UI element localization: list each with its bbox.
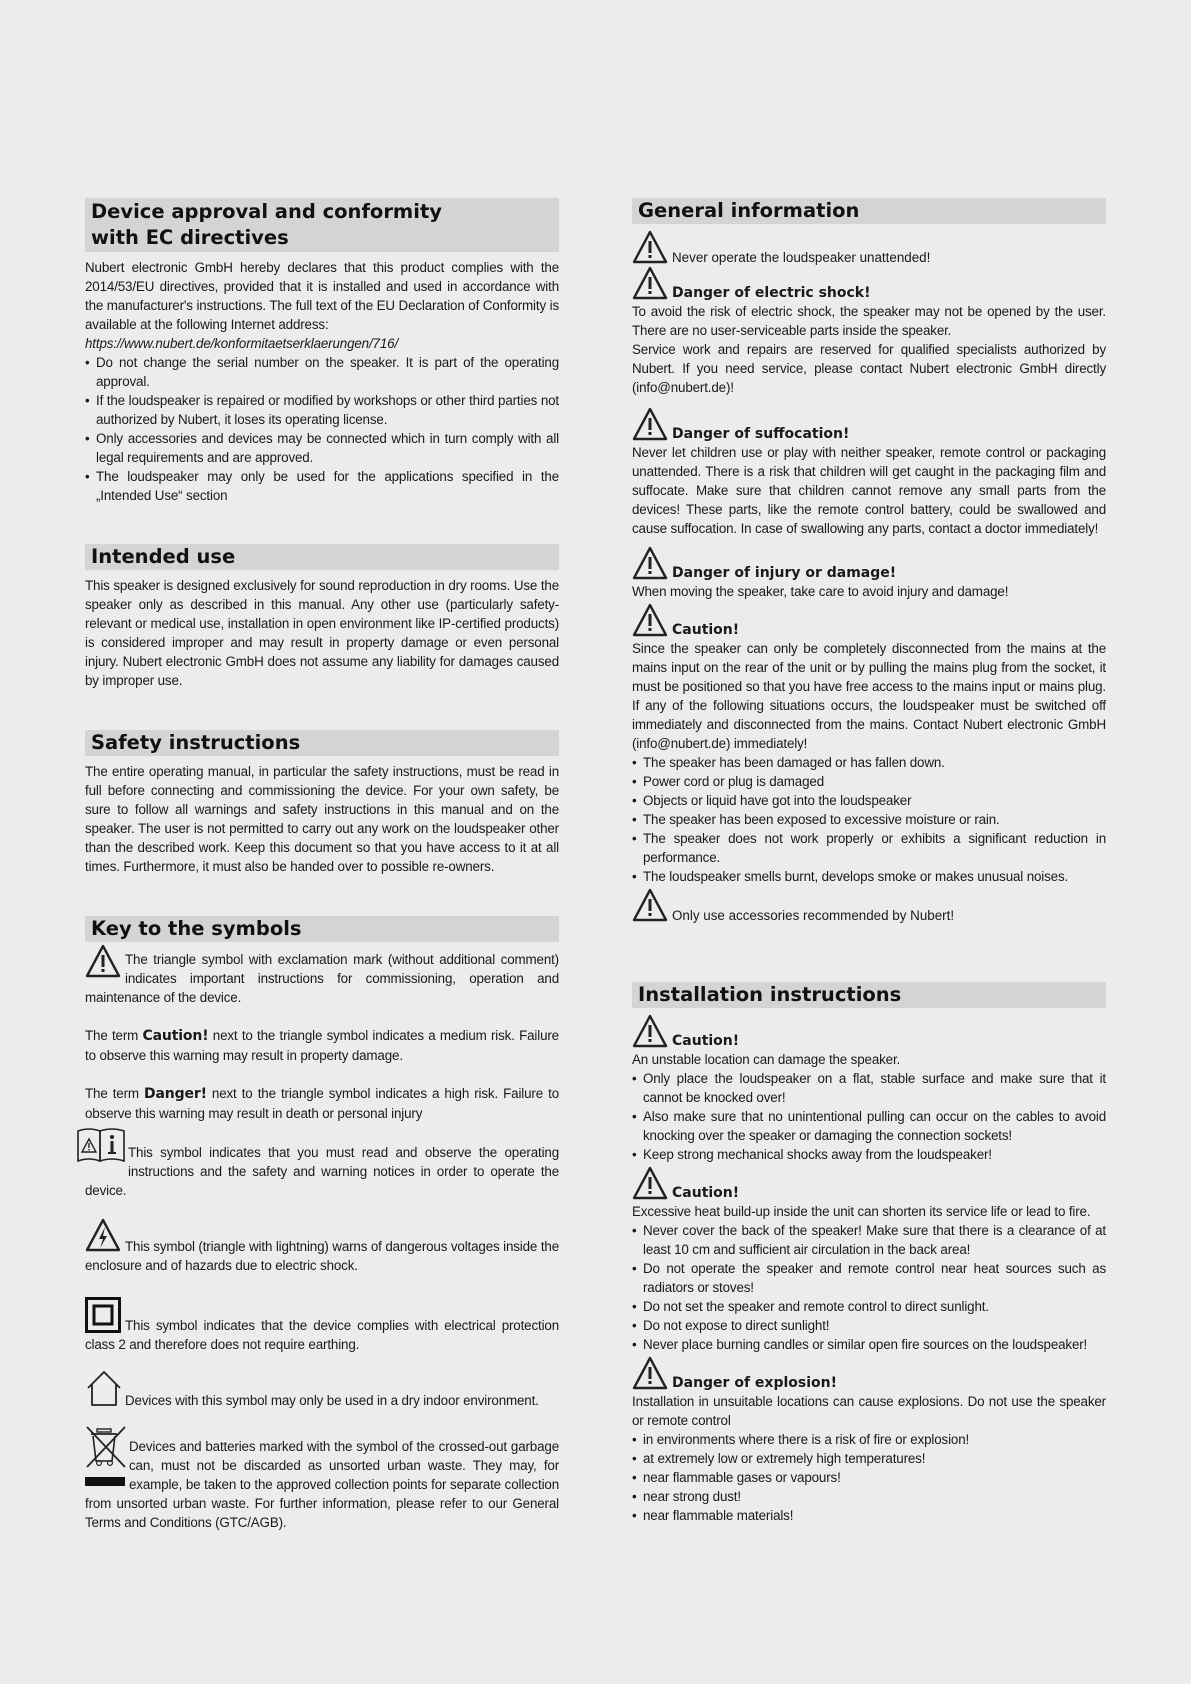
symbol-lightning-entry: This symbol (triangle with lightning) warns of dangerous voltages inside the enclosure and of hazards due to electric shock. bbox=[85, 1218, 559, 1275]
conformity-body: Nubert electronic GmbH hereby declares that this product complies with the 2014/53/EU directives, provided that it is installed and used in accordance with the manufacturer's instructions. The full text of the EU Declaration of Conformity is available at the following Internet address: bbox=[85, 260, 559, 332]
warning-triangle-icon bbox=[632, 888, 668, 922]
list-item: • Power cord or plug is damaged bbox=[632, 772, 1106, 791]
list-item: • If the loudspeaker is repaired or modified by workshops or other third parties not authorized by Nubert, it loses its operating license. bbox=[85, 391, 559, 429]
warning-triangle-icon bbox=[85, 944, 121, 978]
list-item: • Never cover the back of the speaker! Make sure that there is a clearance of at least 10 cm and sufficient air circulation in the back area! bbox=[632, 1221, 1106, 1259]
symbol-class2-entry: This symbol indicates that the device complies with electrical protection class 2 and therefore does not require earthing. bbox=[85, 1297, 559, 1354]
list-item: • Only accessories and devices may be connected which in turn comply with all legal requirements and are approved. bbox=[85, 429, 559, 467]
left-column bbox=[85, 198, 559, 1532]
house-icon bbox=[85, 1369, 123, 1407]
protection-class-2-icon bbox=[85, 1297, 121, 1333]
warning-triangle-icon bbox=[632, 603, 668, 637]
list-item: • Do not set the speaker and remote control to direct sunlight. bbox=[632, 1297, 1106, 1316]
list-item: • at extremely low or extremely high temperatures! bbox=[632, 1449, 1106, 1468]
section-title-conformity: Device approval and conformity with EC directives bbox=[85, 198, 559, 252]
heat-list bbox=[632, 1221, 1106, 1354]
section-title-symbols: Key to the symbols bbox=[85, 916, 559, 942]
list-item: • near flammable materials! bbox=[632, 1506, 1106, 1525]
list-item: • Do not expose to direct sunlight! bbox=[632, 1316, 1106, 1335]
section-title-intended-use: Intended use bbox=[85, 544, 559, 570]
warning-accessories: Only use accessories recommended by Nubert! bbox=[632, 888, 1106, 924]
warning-triangle-icon bbox=[632, 230, 668, 264]
list-item: • Do not operate the speaker and remote control near heat sources such as radiators or stoves! bbox=[632, 1259, 1106, 1297]
caution-term: The term Caution! next to the triangle symbol indicates a medium risk. Failure to observe this warning may result in property damage. bbox=[85, 1028, 559, 1063]
section-title-installation: Installation instructions bbox=[632, 982, 1106, 1008]
list-item: • The speaker has been damaged or has fallen down. bbox=[632, 753, 1106, 772]
explosion-list bbox=[632, 1430, 1106, 1525]
right-column: General information Never operate the loudspeaker unattended! Danger of electric shock! To avoid the risk of electric shock, the speaker may not be opened by the user. There are no user-serviceable parts inside the speaker. Service work and repairs are reserved for qualified specialists authorized by Nubert. If you need service, please contact Nubert electronic GmbH directly (info@nubert.de)! Danger of suffocation! Never let children use or play with neither speaker, remote control or packaging unattended. There is a risk that children will get caught in the packaging film and suffocate. Make sure that children cannot remove any small parts from the devices! These parts, like the remote control battery, could be swallowed and cause suffocation. In case of swallowing any parts, contact a doctor immediately! Danger of injury or damage! When moving the speaker, take care to avoid injury and damage! Caution! Since the speaker can only be completely disconnected from the mains at the mains input on the rear of the unit or by pulling the mains plug from the socket, it must be positioned so that you have free access to the mains input or mains plug. If any of the following situations occurs, the loudspeaker must be switched off immediately and disconnected from the mains. Contact Nubert electronic GmbH (info@nubert.de) immediately! • The speaker has been damaged or has fallen down. • Power cord or plug is damaged • Objects or liquid have got into the loudspeaker • The speaker has been exposed to excessive moisture or rain. • The speaker does not work properly or exhibits a significant reduction in performance. • The loudspeaker smells burnt, develops smoke or makes unusual noises. Only use accessories recommended by Nubert! Installation instructions Caution! An unstable location can damage the speaker. • Only place the loudspeaker on a flat, stable surface and make sure that it cannot be knocked over! • Also make sure that no unintentional pulling can occur on the cables to avoid knocking over the speaker or damaging the connection sockets! • Keep strong mechanical shocks away from the loudspeaker! Caution! Excessive heat build-up inside the unit can shorten its service life or lead to fire. • Never cover the back of the speaker! Make sure that there is a clearance of at least 10 cm and sufficient air circulation in the back area! • Do not operate the speaker and remote control near heat sources such as radiators or stoves! • Do not set the speaker and remote control to direct sunlight. • Do not expose to direct sunlight! • Never place burning candles or similar open fire sources on the loudspeaker! Danger of explosion! Installation in unsuitable locations can cause explosions. Do not use the speaker or remote control • in environments where there is a risk of fire or explosion! • at extremely low or extremely high temperatures! • near flammable gases or vapours! • near strong dust! • near flammable materials! bbox=[632, 198, 1106, 1525]
list-item: • Never place burning candles or similar open fire sources on the loudspeaker! bbox=[632, 1335, 1106, 1354]
list-item: • The speaker does not work properly or exhibits a significant reduction in performance. bbox=[632, 829, 1106, 867]
list-item: • near flammable gases or vapours! bbox=[632, 1468, 1106, 1487]
warning-caution-unstable: Caution! bbox=[632, 1014, 1106, 1050]
lightning-triangle-icon bbox=[85, 1218, 121, 1252]
warning-triangle-icon bbox=[632, 266, 668, 300]
list-item: • Also make sure that no unintentional pulling can occur on the cables to avoid knocking over the speaker or damaging the connection sockets! bbox=[632, 1107, 1106, 1145]
crossed-out-bin-icon bbox=[85, 1425, 127, 1487]
symbol-triangle-entry: The triangle symbol with exclamation mark (without additional comment) indicates important instructions for commissioning, operation and maintenance of the device. bbox=[85, 950, 559, 1007]
unstable-list bbox=[632, 1069, 1106, 1164]
list-item: • near strong dust! bbox=[632, 1487, 1106, 1506]
warning-triangle-icon bbox=[632, 546, 668, 580]
warning-injury: Danger of injury or damage! bbox=[632, 546, 1106, 582]
danger-term: The term Danger! next to the triangle symbol indicates a high risk. Failure to observe this warning may result in death or personal injury bbox=[85, 1086, 559, 1121]
read-manual-icon bbox=[76, 1125, 126, 1163]
list-item: • Only place the loudspeaker on a flat, stable surface and make sure that it cannot be knocked over! bbox=[632, 1069, 1106, 1107]
warning-triangle-icon bbox=[632, 1014, 668, 1048]
section-title-safety: Safety instructions bbox=[85, 730, 559, 756]
safety-body: The entire operating manual, in particular the safety instructions, must be read in full before connecting and commissioning the device. For your own safety, be sure to follow all warnings and safety instructions in this manual and on the speaker. The user is not permitted to carry out any work on the loudspeaker other than the described work. Keep this document so that you have access to it at all times. Furthermore, it must also be handed over to possible re-owners. bbox=[85, 764, 559, 874]
warning-triangle-icon bbox=[632, 1356, 668, 1390]
warning-triangle-icon bbox=[632, 407, 668, 441]
list-item: • Objects or liquid have got into the loudspeaker bbox=[632, 791, 1106, 810]
warning-explosion: Danger of explosion! bbox=[632, 1356, 1106, 1392]
list-item: • in environments where there is a risk of fire or explosion! bbox=[632, 1430, 1106, 1449]
symbol-house-entry: Devices with this symbol may only be used in a dry indoor environment. bbox=[85, 1369, 559, 1407]
conformity-url[interactable]: https://www.nubert.de/konformitaetserklaerungen/716/ bbox=[85, 336, 399, 351]
warning-unattended: Never operate the loudspeaker unattended! bbox=[632, 230, 1106, 266]
caution-list bbox=[632, 753, 1106, 886]
list-item: • The loudspeaker may only be used for the applications specified in the „Intended Use“ section bbox=[85, 467, 559, 505]
section-title-general: General information bbox=[632, 198, 1106, 224]
warning-suffocation: Danger of suffocation! bbox=[632, 407, 1106, 443]
intended-use-body: This speaker is designed exclusively for sound reproduction in dry rooms. Use the speaker only as described in this manual. Any other use (particularly safety-relevant or medical use, installation in open environment like IP-certified products) is considered improper and may result in property damage or even personal injury. Nubert electronic GmbH does not assume any liability for damages caused by improper use. bbox=[85, 578, 559, 688]
list-item: • The loudspeaker smells burnt, develops smoke or makes unusual noises. bbox=[632, 867, 1106, 886]
symbol-bin-entry: Devices and batteries marked with the symbol of the crossed-out garbage can, must not be discarded as unsorted urban waste. They may, for example, be taken to the approved collection points for separate collection from unsorted urban waste. For further information, please refer to our General Terms and Conditions (GTC/AGB). bbox=[85, 1425, 559, 1532]
warning-caution-mains: Caution! bbox=[632, 603, 1106, 639]
list-item: • The speaker has been exposed to excessive moisture or rain. bbox=[632, 810, 1106, 829]
warning-triangle-icon bbox=[632, 1166, 668, 1200]
list-item: • Keep strong mechanical shocks away from the loudspeaker! bbox=[632, 1145, 1106, 1164]
warning-electric-shock: Danger of electric shock! bbox=[632, 266, 1106, 302]
warning-caution-heat: Caution! bbox=[632, 1166, 1106, 1202]
symbol-manual-entry: This symbol indicates that you must read and observe the operating instructions and the safety and warning notices in order to operate the device. bbox=[85, 1125, 559, 1200]
conformity-list bbox=[85, 353, 559, 505]
list-item: • Do not change the serial number on the speaker. It is part of the operating approval. bbox=[85, 353, 559, 391]
